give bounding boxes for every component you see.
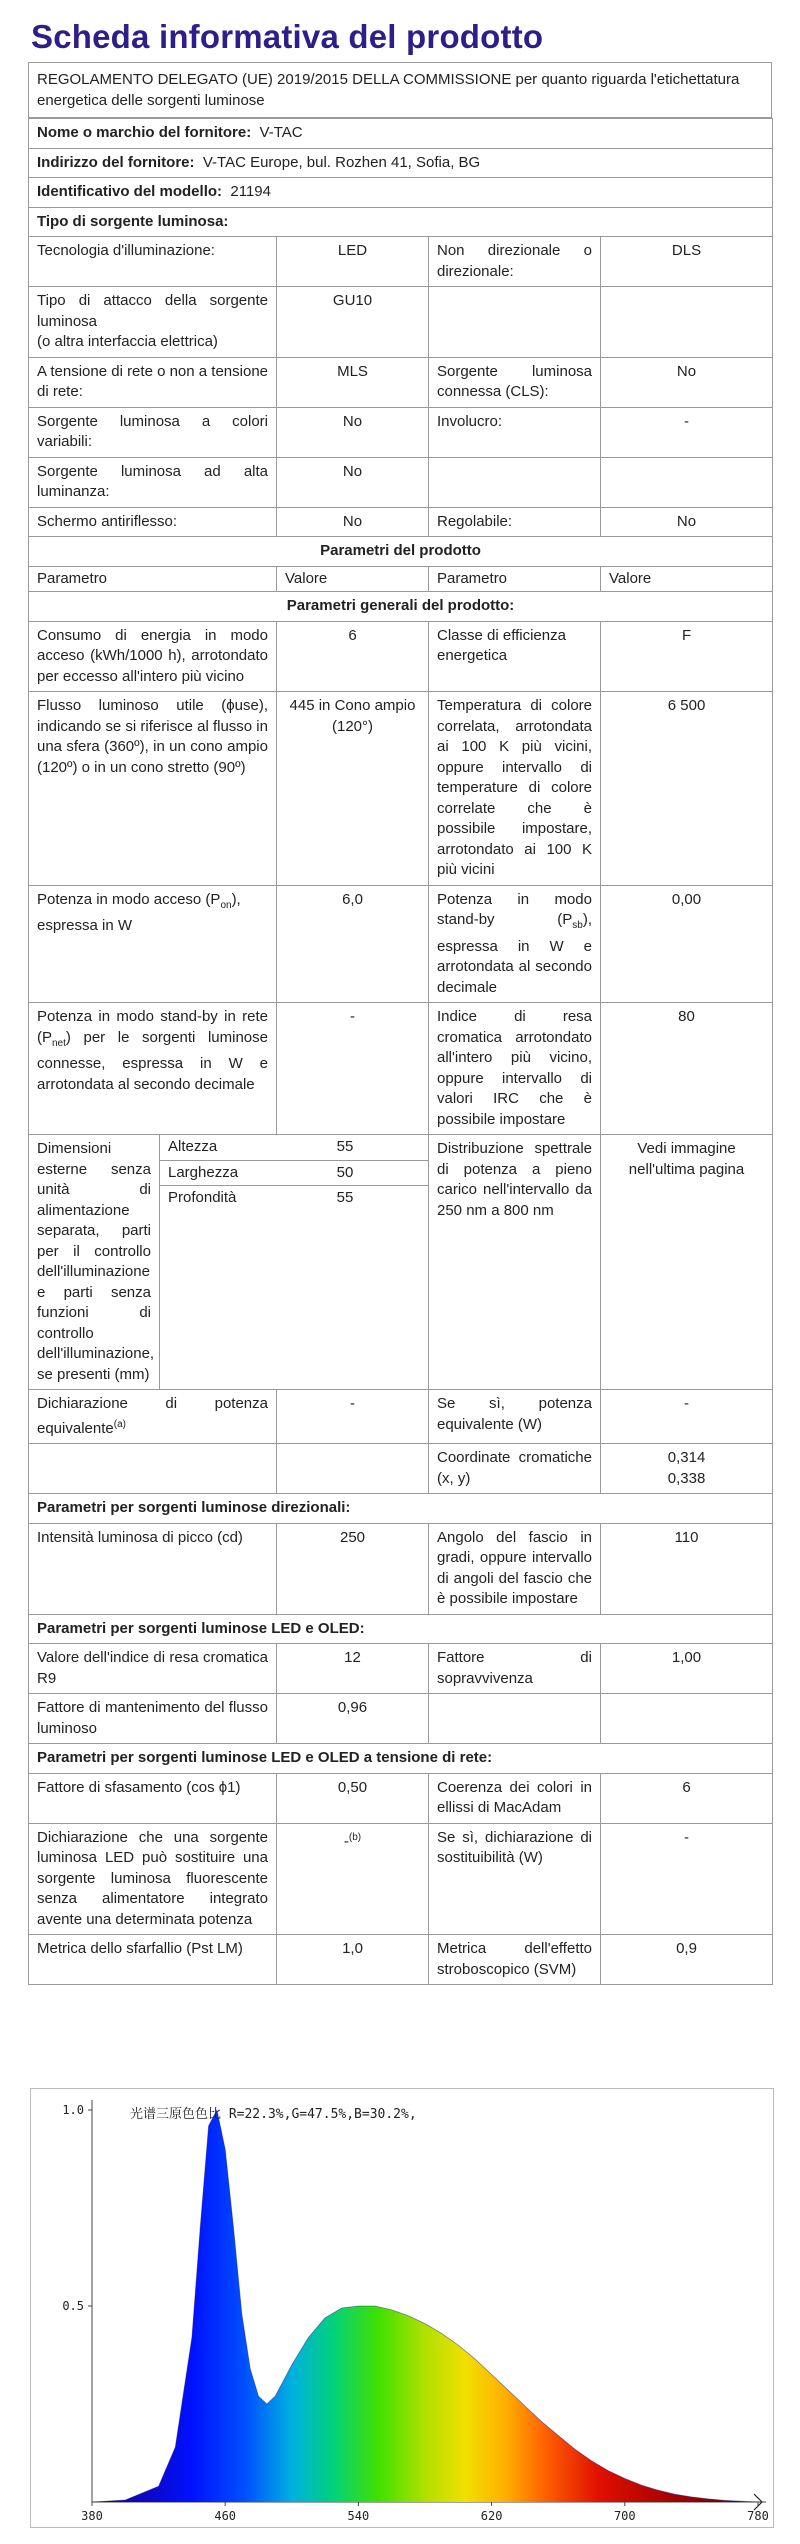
- replace-value: -$^{(b)}$: [277, 1823, 429, 1935]
- table-row: [29, 287, 773, 358]
- pf-label: Fattore di sfasamento (cos ϕ1): [29, 1773, 277, 1823]
- chroma-y: 0,338: [667, 1469, 706, 1487]
- type-heading: Tipo di sorgente luminosa:: [29, 207, 773, 237]
- strobo-value: 0,9: [601, 1935, 773, 1985]
- supplier-address-label: Indirizzo del fornitore:: [37, 153, 195, 171]
- table-row: [29, 1773, 773, 1823]
- equiv-w-label: Se sì, potenza equivalente (W): [429, 1390, 601, 1444]
- table-row: [29, 407, 773, 457]
- led-mains-heading: Parametri per sorgenti luminose LED e OLED a tensione di rete:: [29, 1744, 773, 1774]
- high-lum-label: Sorgente luminosa ad alta luminanza:: [29, 457, 277, 507]
- y-tick-label: 1.0: [62, 2103, 84, 2117]
- table-row: [29, 357, 773, 407]
- lumen-value: 0,96: [277, 1694, 429, 1744]
- replace-label: Dichiarazione che una sorgente luminosa LED può sostituire una sorgente luminosa fluorescente senza alimentatore integrato avente una determinata potenza: [29, 1823, 277, 1935]
- envelope-label: Involucro:: [429, 407, 601, 457]
- y-tick-label: 0.5: [62, 2299, 84, 2313]
- width-label: Larghezza: [168, 1163, 239, 1181]
- height-label: Altezza: [168, 1138, 218, 1155]
- cct-value: 6 500: [601, 692, 773, 886]
- flux-label: Flusso luminoso utile (ϕuse), indicando se si riferisce al flusso in una sfera (360º), in un cono ampio (120º) o in un cono stretto (90º): [29, 692, 277, 886]
- type-heading-row: [29, 207, 773, 237]
- model-label: Identificativo del modello:: [37, 183, 223, 200]
- chroma-label: Coordinate cromatiche (x, y): [429, 1444, 601, 1494]
- spectrum-svg: [30, 2088, 774, 2528]
- beam-value: 110: [601, 1523, 773, 1614]
- on-mode-label: Consumo di energia in modo acceso (kWh/1000 h), arrotondato per eccesso all'intero più vicino: [29, 621, 277, 692]
- col-param: Parametro: [429, 566, 601, 592]
- high-lum-value: No: [277, 457, 429, 507]
- table-row: [29, 621, 773, 692]
- col-param: Parametro: [29, 566, 277, 592]
- equiv-w-value: -: [601, 1390, 773, 1444]
- col-value: Valore: [601, 566, 773, 592]
- table-row: [29, 457, 773, 507]
- flicker-label: Metrica dello sfarfallio (Pst LM): [29, 1935, 277, 1985]
- led-heading: Parametri per sorgenti luminose LED e OLED:: [29, 1614, 773, 1644]
- strobo-label: Metrica dell'effetto stroboscopico (SVM): [429, 1935, 601, 1985]
- general-heading-row: [29, 592, 773, 622]
- directional-heading: Parametri per sorgenti luminose direzionali:: [29, 1494, 773, 1524]
- cri-label: Indice di resa cromatica arrotondato all'intero più vicino, oppure intervallo di valori IRC che è possibile impostare: [429, 1003, 601, 1135]
- flicker-value: 1,0: [277, 1935, 429, 1985]
- beam-label: Angolo del fascio in gradi, oppure intervallo di angoli del fascio che è possibile impostare: [429, 1523, 601, 1614]
- dims-label: Dimensioni esterne senza unità di alimentazione separata, parti per il controllo dell'illuminazione e parti senza funzioni di controllo dell'illuminazione, se presenti (mm): [29, 1135, 160, 1389]
- table-row: [29, 237, 773, 287]
- x-tick-label: 780: [747, 2509, 769, 2523]
- supplier-address-value: V-TAC Europe, bul. Rozhen 41, Sofia, BG: [202, 153, 481, 171]
- equiv-value: -: [277, 1390, 429, 1444]
- tech-value: LED: [277, 237, 429, 287]
- directional-label: Non direzionale o direzionale:: [429, 237, 601, 287]
- macadam-label: Coerenza dei colori in ellissi di MacAdam: [429, 1773, 601, 1823]
- spd-label: Distribuzione spettrale di potenza a pieno carico nell'intervallo da 250 nm a 800 nm: [429, 1135, 601, 1390]
- pnet-value: -: [277, 1003, 429, 1135]
- chroma-x: 0,314: [667, 1449, 706, 1466]
- mains-value: MLS: [277, 357, 429, 407]
- replace-w-value: -: [601, 1823, 773, 1935]
- page-title: Scheda informativa del prodotto: [31, 18, 544, 55]
- survival-value: 1,00: [601, 1644, 773, 1694]
- height-value: 55: [336, 1138, 354, 1155]
- regulation-note: REGOLAMENTO DELEGATO (UE) 2019/2015 DELLA COMMISSIONE per quanto riguarda l'etichettatura energetica delle sorgenti luminose: [28, 62, 772, 118]
- r9-value: 12: [277, 1644, 429, 1694]
- supplier-name-value: V-TAC: [259, 124, 303, 141]
- directional-heading-row: [29, 1494, 773, 1524]
- mains-label: A tensione di rete o non a tensione di rete:: [29, 357, 277, 407]
- table-row: [29, 1444, 773, 1494]
- model-row: [29, 178, 773, 208]
- spd-value: Vedi immagine nell'ultima pagina: [601, 1135, 773, 1390]
- cap-label-note: (o altra interfaccia elettrica): [37, 333, 218, 350]
- psb-label: Potenza in modo stand-by $(P_{sb})$, espressa in W e arrotondata al secondo decimale: [429, 885, 601, 1003]
- flux-value: 445 in Cono ampio (120°): [277, 692, 429, 886]
- x-tick-label: 380: [81, 2509, 103, 2523]
- colour-tunable-label: Sorgente luminosa a colori variabili:: [29, 407, 277, 457]
- dimmable-value: No: [601, 507, 773, 537]
- directional-value: DLS: [601, 237, 773, 287]
- product-info-sheet: [28, 14, 772, 1985]
- envelope-value: -: [601, 407, 773, 457]
- params-heading-row: [29, 537, 773, 567]
- tech-label: Tecnologia d'illuminazione:: [29, 237, 277, 287]
- pnet-label: Potenza in modo stand-by in rete $(P_{net})$ per le sorgenti luminose connesse, espressa in W e arrotondata al secondo decimale: [29, 1003, 277, 1135]
- efficiency-label: Classe di efficienza energetica: [429, 621, 601, 692]
- model-value: 21194: [230, 183, 271, 200]
- equiv-label: Dichiarazione di potenza equivalente$^{(a)}$: [29, 1390, 277, 1444]
- cap-value: GU10: [277, 287, 429, 358]
- macadam-value: 6: [601, 1773, 773, 1823]
- cct-label: Temperatura di colore correlata, arrotondata ai 100 K più vicini, oppure intervallo di temperature di colore correlate che è possibile impostare, arrotondato ai 100 K più vicini: [429, 692, 601, 886]
- survival-label: Fattore di sopravvivenza: [429, 1644, 601, 1694]
- col-value: Valore: [277, 566, 429, 592]
- led-mains-heading-row: [29, 1744, 773, 1774]
- connected-label: Sorgente luminosa connessa (CLS):: [429, 357, 601, 407]
- table-row: [29, 1935, 773, 1985]
- chart-title: 光谱三原色色比 R=22.3%,G=47.5%,B=30.2%,: [130, 2107, 417, 2122]
- column-header-row: [29, 566, 773, 592]
- led-heading-row: [29, 1614, 773, 1644]
- r9-label: Valore dell'indice di resa cromatica R9: [29, 1644, 277, 1694]
- width-value: 50: [336, 1163, 354, 1181]
- depth-label: Profondità: [168, 1189, 237, 1206]
- supplier-name-label: Nome o marchio del fornitore:: [37, 124, 252, 141]
- peak-value: 250: [277, 1523, 429, 1614]
- table-row: [29, 507, 773, 537]
- psb-value: 0,00: [601, 885, 773, 1003]
- table-row: [29, 1523, 773, 1614]
- lumen-label: Fattore di mantenimento del flusso luminoso: [29, 1694, 277, 1744]
- general-heading: Parametri generali del prodotto:: [29, 592, 773, 622]
- on-mode-value: 6: [277, 621, 429, 692]
- x-tick-label: 620: [480, 2509, 503, 2523]
- anti-glare-value: No: [277, 507, 429, 537]
- cri-value: 80: [601, 1003, 773, 1135]
- table-row: [29, 1003, 773, 1135]
- replace-w-label: Se sì, dichiarazione di sostituibilità (W): [429, 1823, 601, 1935]
- peak-label: Intensità luminosa di picco (cd): [29, 1523, 277, 1614]
- pf-value: 0,50: [277, 1773, 429, 1823]
- table-row: [29, 1694, 773, 1744]
- anti-glare-label: Schermo antiriflesso:: [29, 507, 277, 537]
- params-heading: Parametri del prodotto: [29, 537, 773, 567]
- table-row: [29, 1823, 773, 1935]
- table-row: [29, 1644, 773, 1694]
- depth-value: 55: [336, 1189, 354, 1206]
- supplier-address-row: [29, 148, 773, 178]
- pon-label: Potenza in modo acceso $(P_{on})$, espressa in W: [29, 885, 277, 1003]
- table-row: [29, 1390, 773, 1444]
- x-tick-label: 700: [613, 2509, 636, 2523]
- pon-value: 6,0: [277, 885, 429, 1003]
- table-row: [29, 692, 773, 886]
- cap-label: Tipo di attacco della sorgente luminosa: [37, 292, 268, 330]
- table-row: [29, 885, 773, 1003]
- efficiency-value: F: [601, 621, 773, 692]
- dimmable-label: Regolabile:: [429, 507, 601, 537]
- colour-tunable-value: No: [277, 407, 429, 457]
- supplier-name-row: [29, 119, 773, 149]
- product-table: [28, 118, 773, 1985]
- table-row: [29, 1135, 773, 1390]
- connected-value: No: [601, 357, 773, 407]
- x-tick-label: 460: [214, 2509, 237, 2523]
- x-tick-label: 540: [347, 2509, 370, 2523]
- spectrum-chart: [30, 2088, 774, 2528]
